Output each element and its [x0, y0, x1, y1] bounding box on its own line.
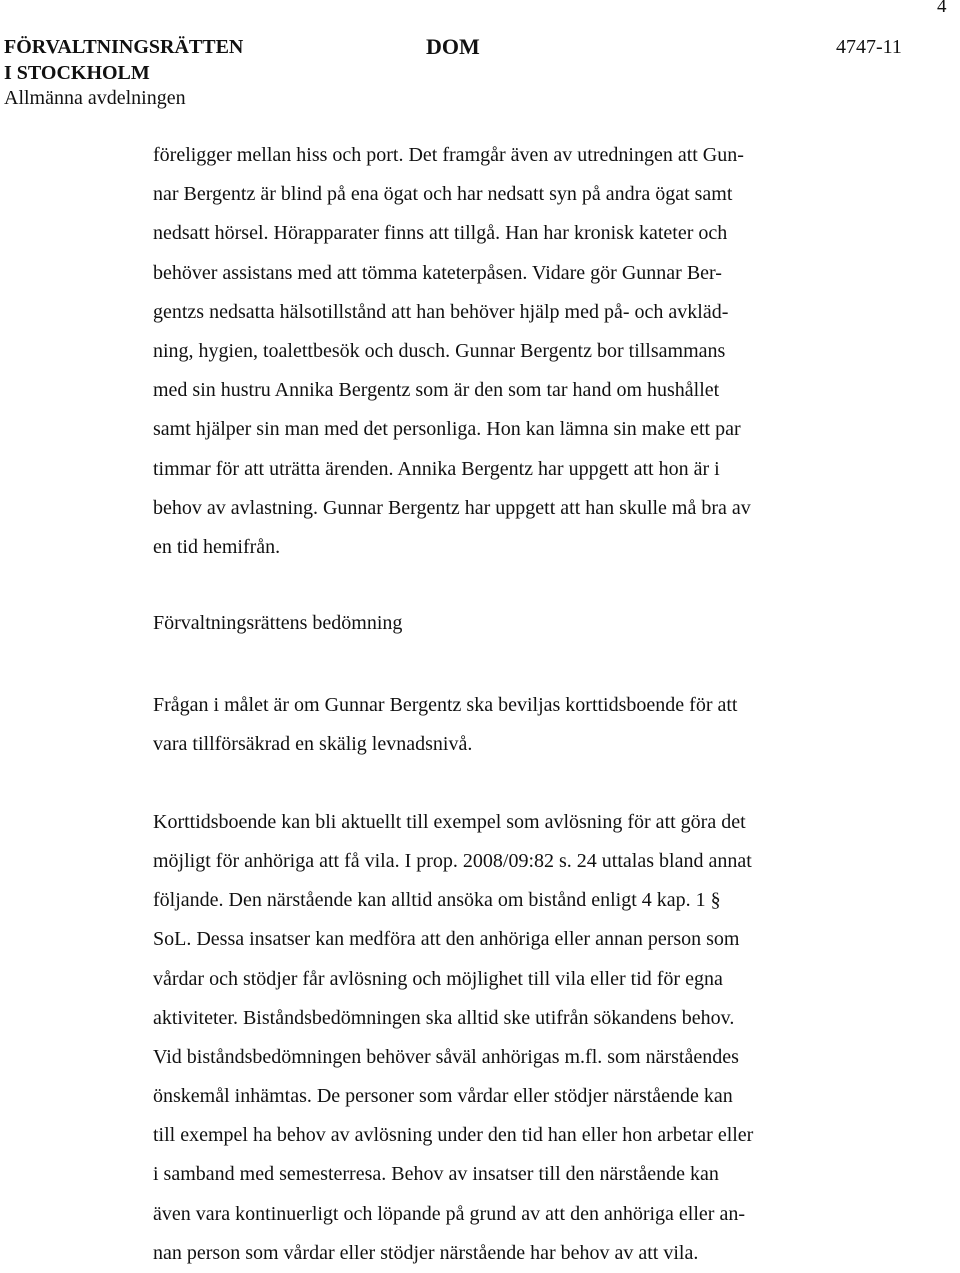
text-line: SoL. Dessa insatser kan medföra att den anhöriga eller annan person som: [153, 928, 740, 951]
text-line: samt hjälper sin man med det personliga. Hon kan lämna sin make ett par: [153, 418, 741, 441]
text-line: Korttidsboende kan bli aktuellt till exempel som avlösning för att göra det: [153, 811, 746, 833]
court-name-line: I STOCKHOLM: [4, 62, 150, 84]
text-line: möjligt för anhöriga att få vila. I prop. 2008/09:82 s. 24 uttalas bland annat: [153, 850, 752, 873]
section-heading: Förvaltningsrättens bedömning: [153, 612, 403, 634]
text-line: nar Bergentz är blind på ena ögat och har nedsatt syn på andra ögat samt: [153, 183, 733, 206]
paragraph-facts: [153, 136, 853, 567]
court-name-line: FÖRVALTNINGSRÄTTEN: [4, 36, 244, 58]
text-line: önskemål inhämtas. De personer som vårdar eller stödjer närstående kan: [153, 1085, 733, 1108]
document-type: DOM: [426, 34, 480, 59]
text-line: nan person som vårdar eller stödjer närstående har behov av att vila.: [153, 1241, 699, 1264]
text-line: gentzs nedsatta hälsotillstånd att han behöver hjälp med på- och avkläd-: [153, 300, 729, 323]
text-line: även vara kontinuerligt och löpande på grund av att den anhöriga eller an-: [153, 1202, 745, 1225]
page-number: 4: [937, 0, 947, 17]
text-line: nedsatt hörsel. Hörapparater finns att tillgå. Han har kronisk kateter och: [153, 222, 728, 245]
text-line: Frågan i målet är om Gunnar Bergentz ska beviljas korttidsboende för att: [153, 694, 738, 716]
text-line: aktiviteter. Biståndsbedömningen ska alltid ske utifrån sökandens behov.: [153, 1006, 735, 1029]
text-line: föreligger mellan hiss och port. Det framgår även av utredningen att Gun-: [153, 144, 744, 166]
text-line: en tid hemifrån.: [153, 536, 281, 559]
text-line: timmar för att uträtta ärenden. Annika Bergentz har uppgett att hon är i: [153, 457, 720, 480]
case-number: 4747-11: [836, 36, 902, 58]
text-line: vårdar och stödjer får avlösning och möjlighet till vila eller tid för egna: [153, 967, 723, 990]
text-line: behov av avlastning. Gunnar Bergentz har uppgett att han skulle må bra av: [153, 496, 751, 519]
text-line: Vid biståndsbedömningen behöver såväl anhörigas m.fl. som närståendes: [153, 1045, 739, 1068]
text-line: behöver assistans med att tömma kateterpåsen. Vidare gör Gunnar Ber-: [153, 261, 722, 284]
paragraph-assessment: [153, 803, 853, 1273]
text-line: vara tillförsäkrad en skälig levnadsnivå.: [153, 733, 473, 755]
paragraph-question: [153, 686, 853, 764]
court-division: Allmänna avdelningen: [4, 87, 186, 109]
text-line: följande. Den närstående kan alltid ansöka om bistånd enligt 4 kap. 1 §: [153, 889, 721, 912]
text-line: till exempel ha behov av avlösning under den tid han eller hon arbetar eller: [153, 1124, 754, 1147]
text-line: i samband med semesterresa. Behov av insatser till den närstående kan: [153, 1163, 719, 1186]
court-name: [4, 34, 243, 86]
text-line: ning, hygien, toalettbesök och dusch. Gunnar Bergentz bor tillsammans: [153, 340, 726, 363]
text-line: med sin hustru Annika Bergentz som är den som tar hand om hushållet: [153, 379, 720, 402]
